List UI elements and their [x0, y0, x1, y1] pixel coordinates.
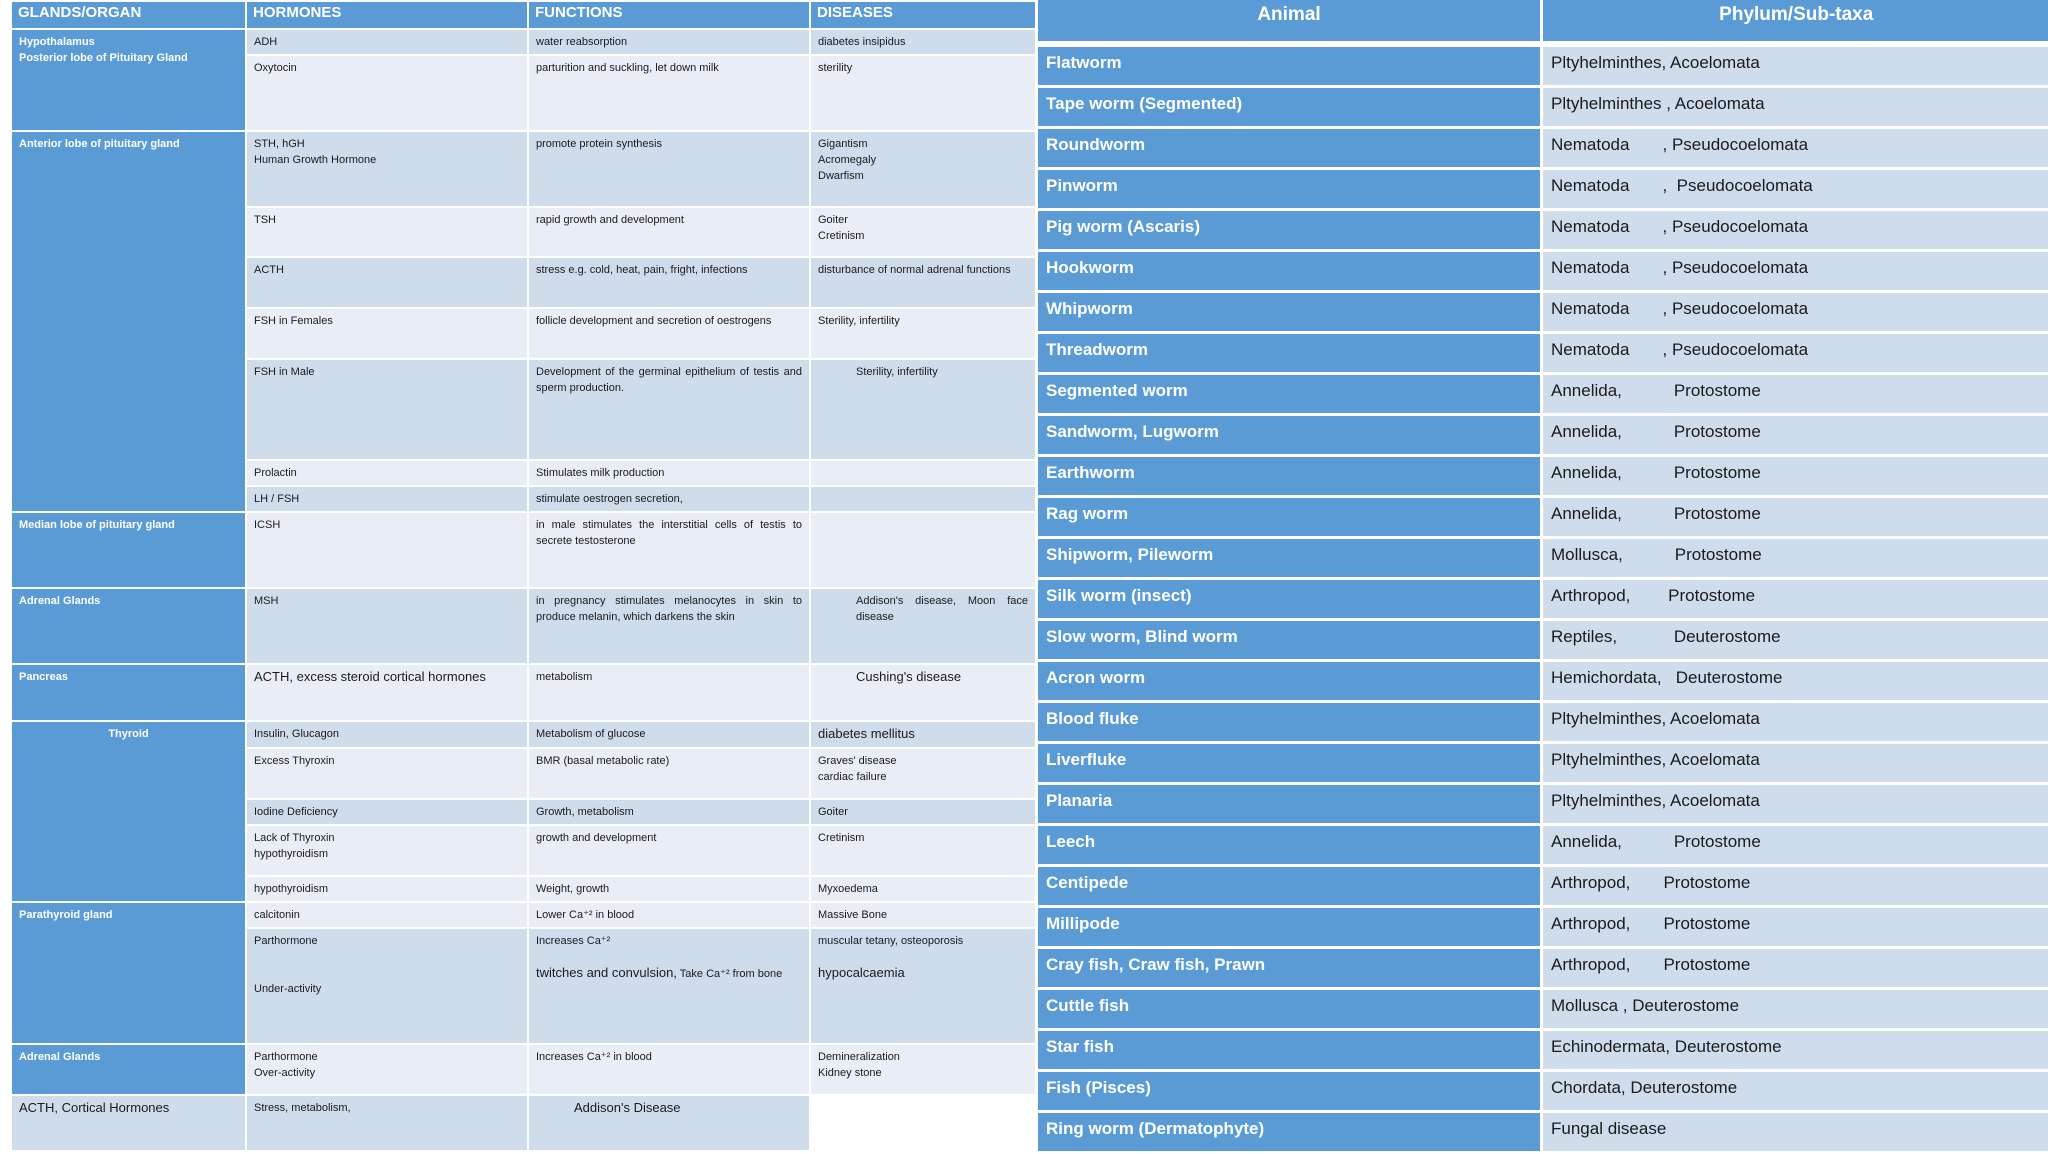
- phylum-cell: Fungal disease: [1542, 1112, 2048, 1153]
- phylum-cell: Nematoda , Pseudocoelomata: [1542, 292, 2048, 333]
- function-cell: [528, 928, 810, 1044]
- animal-cell: Hookworm: [1037, 251, 1542, 292]
- disease-cell: [810, 512, 1036, 588]
- function-cell: [528, 257, 810, 308]
- function-cell: [528, 29, 810, 55]
- animal-cell: Pig worm (Ascaris): [1037, 210, 1542, 251]
- phylum-cell: Reptiles, Deuterostome: [1542, 620, 2048, 661]
- table-row: [1037, 497, 2048, 538]
- phylum-cell: Hemichordata, Deuterostome: [1542, 661, 2048, 702]
- table-row: [1037, 128, 2048, 169]
- phylum-cell: Nematoda , Pseudocoelomata: [1542, 210, 2048, 251]
- table-row: [1037, 907, 2048, 948]
- function-text: Lower Ca⁺² in blood: [536, 909, 634, 921]
- phylum-cell: Mollusca, Protostome: [1542, 538, 2048, 579]
- disease-cell: [810, 29, 1036, 55]
- disease-text: sterility: [818, 62, 852, 74]
- disease-text: disturbance of normal adrenal functions: [818, 264, 1011, 276]
- function-text: Stress, metabolism,: [254, 1102, 351, 1114]
- table-row: [1037, 251, 2048, 292]
- animal-cell: Fish (Pisces): [1037, 1071, 1542, 1112]
- phylum-cell: Annelida, Protostome: [1542, 825, 2048, 866]
- disease-cell: [810, 55, 1036, 131]
- phylum-cell: Annelida, Protostome: [1542, 415, 2048, 456]
- phylum-cell: Annelida, Protostome: [1542, 497, 2048, 538]
- function-cell: [528, 876, 810, 902]
- animal-cell: Star fish: [1037, 1030, 1542, 1071]
- gland-cell: Hypothalamus Posterior lobe of Pituitary Gland: [11, 29, 246, 131]
- disease-cell: [810, 486, 1036, 512]
- function-cell: [528, 1044, 810, 1095]
- hormone-cell: ACTH: [246, 257, 528, 308]
- function-text: metabolism: [536, 671, 592, 683]
- table-row: [1037, 825, 2048, 866]
- animal-cell: Acron worm: [1037, 661, 1542, 702]
- function-text: stimulate oestrogen secretion,: [536, 493, 683, 505]
- disease-text: Gigantism Acromegaly Dwarfism: [818, 138, 876, 182]
- animal-cell: Centipede: [1037, 866, 1542, 907]
- header-animal: Animal: [1037, 0, 1542, 44]
- table-row: [1037, 743, 2048, 784]
- endocrine-rows: [11, 29, 1036, 1151]
- disease-text: Demineralization Kidney stone: [818, 1051, 900, 1079]
- function-text: growth and development: [536, 832, 656, 844]
- table-row: [1037, 374, 2048, 415]
- disease-text: Sterility, infertility: [818, 315, 900, 327]
- table-row: [1037, 415, 2048, 456]
- function-text: stress e.g. cold, heat, pain, fright, infections: [536, 264, 748, 276]
- disease-text: Addison's disease, Moon face disease: [856, 595, 1028, 623]
- phylum-cell: Pltyhelminthes, Acoelomata: [1542, 702, 2048, 743]
- function-cell: [528, 359, 810, 460]
- table-row: [1037, 210, 2048, 251]
- phylum-cell: Chordata, Deuterostome: [1542, 1071, 2048, 1112]
- function-text: Weight, growth: [536, 883, 609, 895]
- disease-text: muscular tetany, osteoporosis: [818, 935, 963, 947]
- hormone-cell: Iodine Deficiency: [246, 799, 528, 825]
- animal-cell: Slow worm, Blind worm: [1037, 620, 1542, 661]
- disease-cell: [810, 825, 1036, 876]
- animal-cell: Millipode: [1037, 907, 1542, 948]
- function-text: parturition and suckling, let down milk: [536, 62, 719, 74]
- phylum-cell: Annelida, Protostome: [1542, 374, 2048, 415]
- function-cell: [528, 902, 810, 928]
- disease-cell: [810, 902, 1036, 928]
- header-hormones: HORMONES: [246, 1, 528, 29]
- function-text: in male stimulates the interstitial cells of testis to secrete testosterone: [536, 519, 802, 547]
- animal-cell: Roundworm: [1037, 128, 1542, 169]
- table-row: [1037, 661, 2048, 702]
- animal-cell: Cray fish, Craw fish, Prawn: [1037, 948, 1542, 989]
- disease-text: Cushing's disease: [856, 669, 961, 684]
- disease-cell: [810, 876, 1036, 902]
- function-cell: [528, 721, 810, 748]
- disease-cell: [528, 1095, 810, 1151]
- table-row: [1037, 333, 2048, 374]
- phylum-cell: Arthropod, Protostome: [1542, 579, 2048, 620]
- function-cell: [528, 799, 810, 825]
- function-text: BMR (basal metabolic rate): [536, 755, 669, 767]
- table-row: [1037, 866, 2048, 907]
- phylum-cell: Pltyhelminthes, Acoelomata: [1542, 44, 2048, 87]
- animal-cell: Earthworm: [1037, 456, 1542, 497]
- table-row: [11, 721, 1036, 748]
- animal-cell: Threadworm: [1037, 333, 1542, 374]
- function-text: promote protein synthesis: [536, 138, 662, 150]
- table-row: [1037, 1071, 2048, 1112]
- animal-rows: [1037, 44, 2048, 1153]
- hormone-cell: Parthormone Over-activity: [246, 1044, 528, 1095]
- animal-cell: Pinworm: [1037, 169, 1542, 210]
- disease-text: diabetes insipidus: [818, 36, 905, 48]
- function-cell: [528, 825, 810, 876]
- disease-text: Goiter: [818, 806, 848, 818]
- function-cell: [528, 207, 810, 257]
- function-cell: [528, 55, 810, 131]
- table-row: [1037, 784, 2048, 825]
- function-cell: [528, 512, 810, 588]
- animal-cell: Whipworm: [1037, 292, 1542, 333]
- disease-text: diabetes mellitus: [818, 726, 915, 741]
- table-row: [1037, 989, 2048, 1030]
- table-row: [1037, 169, 2048, 210]
- disease-cell: [810, 1044, 1036, 1095]
- animal-cell: Tape worm (Segmented): [1037, 87, 1542, 128]
- function-cell: [246, 1095, 528, 1151]
- function-text: Stimulates milk production: [536, 467, 664, 479]
- hormone-cell: Parthormone Under-activity: [246, 928, 528, 1044]
- function-text: water reabsorption: [536, 36, 627, 48]
- animal-header-row: [1037, 0, 2048, 44]
- disease-cell: [810, 588, 1036, 664]
- animal-cell: Blood fluke: [1037, 702, 1542, 743]
- table-row: [1037, 620, 2048, 661]
- function-text-tail: Take Ca⁺² from bone: [677, 968, 782, 980]
- hormone-cell: TSH: [246, 207, 528, 257]
- disease-text: Cretinism: [818, 832, 864, 844]
- table-row: [1037, 1112, 2048, 1153]
- disease-cell: [810, 359, 1036, 460]
- disease-cell: [810, 460, 1036, 486]
- disease-cell: [810, 721, 1036, 748]
- hormone-cell: ACTH, excess steroid cortical hormones: [246, 664, 528, 721]
- gland-cell: Adrenal Glands: [11, 1044, 246, 1095]
- table-row: [1037, 292, 2048, 333]
- header-diseases: DISEASES: [810, 1, 1036, 29]
- hormone-cell: calcitonin: [246, 902, 528, 928]
- hormone-cell: FSH in Females: [246, 308, 528, 359]
- table-row: [1037, 456, 2048, 497]
- animal-cell: Ring worm (Dermatophyte): [1037, 1112, 1542, 1153]
- disease-text-large: hypocalcaemia: [818, 965, 905, 980]
- disease-cell: [810, 799, 1036, 825]
- function-cell: [528, 748, 810, 799]
- table-row: [11, 131, 1036, 207]
- table-row: [11, 902, 1036, 928]
- function-cell: [528, 131, 810, 207]
- table-row: [11, 1044, 1036, 1095]
- phylum-cell: Arthropod, Protostome: [1542, 907, 2048, 948]
- disease-text: Graves' disease cardiac failure: [818, 755, 897, 783]
- gland-cell: Parathyroid gland: [11, 902, 246, 1044]
- animal-cell: Leech: [1037, 825, 1542, 866]
- disease-cell: [810, 748, 1036, 799]
- animal-cell: Rag worm: [1037, 497, 1542, 538]
- hormone-cell: FSH in Male: [246, 359, 528, 460]
- hormone-cell: ICSH: [246, 512, 528, 588]
- animal-cell: Liverfluke: [1037, 743, 1542, 784]
- function-text: rapid growth and development: [536, 214, 684, 226]
- hormone-cell: hypothyroidism: [246, 876, 528, 902]
- table-row: [11, 664, 1036, 721]
- disease-cell: [810, 664, 1036, 721]
- table-row: [11, 512, 1036, 588]
- table-row: [1037, 1030, 2048, 1071]
- disease-cell: [810, 257, 1036, 308]
- table-row: [11, 588, 1036, 664]
- phylum-cell: Arthropod, Protostome: [1542, 948, 2048, 989]
- phylum-cell: Nematoda , Pseudocoelomata: [1542, 128, 2048, 169]
- gland-cell: Median lobe of pituitary gland: [11, 512, 246, 588]
- phylum-cell: Echinodermata, Deuterostome: [1542, 1030, 2048, 1071]
- table-row: [1037, 948, 2048, 989]
- disease-cell: [810, 131, 1036, 207]
- hormone-cell: ACTH, Cortical Hormones: [11, 1095, 246, 1151]
- hormone-cell: Lack of Thyroxin hypothyroidism: [246, 825, 528, 876]
- animal-cell: Planaria: [1037, 784, 1542, 825]
- phylum-cell: Nematoda , Pseudocoelomata: [1542, 251, 2048, 292]
- animal-cell: Silk worm (insect): [1037, 579, 1542, 620]
- animal-cell: Flatworm: [1037, 44, 1542, 87]
- header-phylum: Phylum/Sub-taxa: [1542, 0, 2048, 44]
- gland-cell: Adrenal Glands: [11, 588, 246, 664]
- header-functions: FUNCTIONS: [528, 1, 810, 29]
- hormone-cell: ADH: [246, 29, 528, 55]
- function-text-large: twitches and convulsion,: [536, 965, 677, 980]
- animal-cell: Segmented worm: [1037, 374, 1542, 415]
- phylum-cell: Nematoda , Pseudocoelomata: [1542, 333, 2048, 374]
- table-row: [1037, 702, 2048, 743]
- disease-cell: [810, 928, 1036, 1044]
- disease-text: Addison's Disease: [574, 1100, 681, 1115]
- hormone-cell: LH / FSH: [246, 486, 528, 512]
- table-row: [1037, 44, 2048, 87]
- table-row: [1037, 579, 2048, 620]
- gland-cell: Pancreas: [11, 664, 246, 721]
- function-text: Growth, metabolism: [536, 806, 634, 818]
- endocrine-header-row: [11, 1, 1036, 29]
- disease-text: Sterility, infertility: [856, 366, 938, 378]
- phylum-cell: Annelida, Protostome: [1542, 456, 2048, 497]
- hormone-cell: MSH: [246, 588, 528, 664]
- hormone-cell: Oxytocin: [246, 55, 528, 131]
- disease-text: Massive Bone: [818, 909, 887, 921]
- animal-cell: Cuttle fish: [1037, 989, 1542, 1030]
- phylum-cell: Nematoda , Pseudocoelomata: [1542, 169, 2048, 210]
- hormone-cell: Prolactin: [246, 460, 528, 486]
- animal-phylum-table: [1035, 0, 2048, 1154]
- phylum-cell: Mollusca , Deuterostome: [1542, 989, 2048, 1030]
- function-text: Increases Ca⁺² in blood: [536, 1051, 652, 1063]
- function-cell: [528, 308, 810, 359]
- function-text: in pregnancy stimulates melanocytes in skin to produce melanin, which darkens the skin: [536, 595, 802, 623]
- gland-cell: Anterior lobe of pituitary gland: [11, 131, 246, 512]
- table-row: [11, 1095, 1036, 1151]
- function-text: Metabolism of glucose: [536, 728, 645, 740]
- hormone-cell: Insulin, Glucagon: [246, 721, 528, 748]
- function-cell: [528, 486, 810, 512]
- function-text: follicle development and secretion of oestrogens: [536, 315, 771, 327]
- animal-cell: Sandworm, Lugworm: [1037, 415, 1542, 456]
- disease-text: Goiter Cretinism: [818, 214, 864, 242]
- table-row: [11, 29, 1036, 55]
- function-cell: [528, 460, 810, 486]
- phylum-cell: Pltyhelminthes, Acoelomata: [1542, 784, 2048, 825]
- phylum-cell: Pltyhelminthes , Acoelomata: [1542, 87, 2048, 128]
- table-row: [1037, 538, 2048, 579]
- function-text: Development of the germinal epithelium of testis and sperm production.: [536, 366, 802, 394]
- header-glands: GLANDS/ORGAN: [11, 1, 246, 29]
- hormone-cell: STH, hGH Human Growth Hormone: [246, 131, 528, 207]
- endocrine-table: [10, 0, 1037, 1152]
- hormone-cell: Excess Thyroxin: [246, 748, 528, 799]
- function-cell: [528, 588, 810, 664]
- disease-text: Myxoedema: [818, 883, 878, 895]
- animal-cell: Shipworm, Pileworm: [1037, 538, 1542, 579]
- function-text: Increases Ca⁺²: [536, 935, 610, 947]
- disease-cell: [810, 308, 1036, 359]
- disease-cell: [810, 207, 1036, 257]
- table-row: [1037, 87, 2048, 128]
- gland-cell: Thyroid: [11, 721, 246, 902]
- phylum-cell: Pltyhelminthes, Acoelomata: [1542, 743, 2048, 784]
- phylum-cell: Arthropod, Protostome: [1542, 866, 2048, 907]
- function-cell: [528, 664, 810, 721]
